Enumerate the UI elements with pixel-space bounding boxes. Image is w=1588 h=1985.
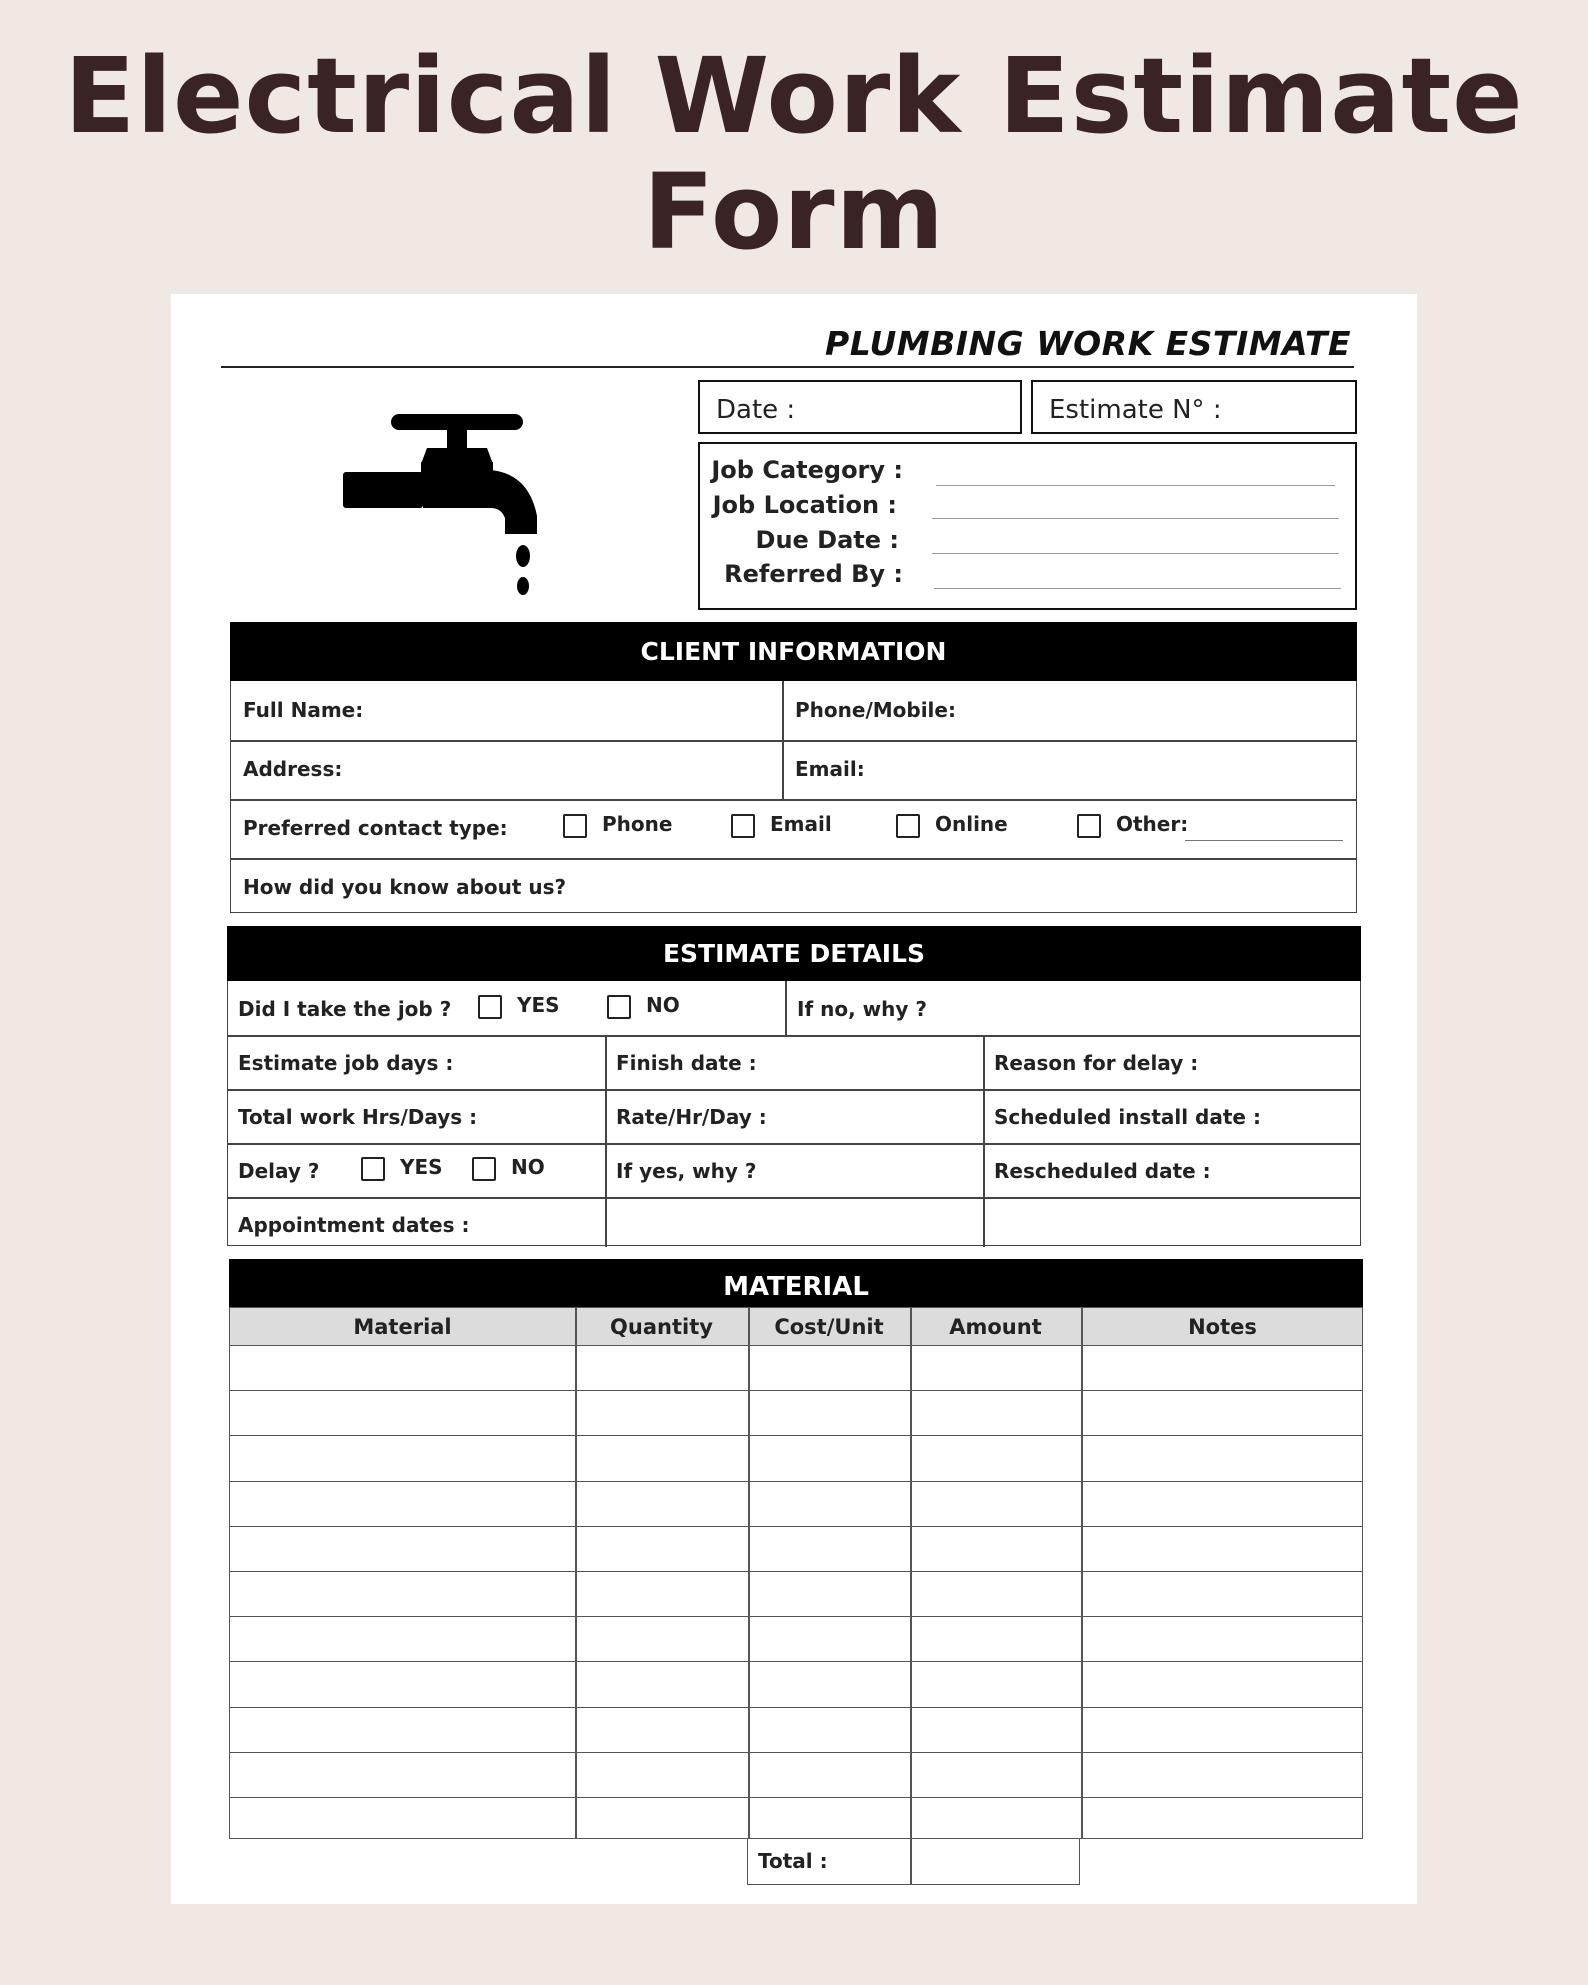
date-label: Date : bbox=[716, 395, 796, 425]
col-notes: Notes bbox=[1188, 1315, 1257, 1339]
material-row[interactable] bbox=[230, 1391, 1362, 1436]
if-no-why-label: If no, why ? bbox=[797, 997, 927, 1021]
material-row[interactable] bbox=[230, 1572, 1362, 1617]
total-label: Total : bbox=[758, 1849, 828, 1873]
contact-option-phone[interactable]: Phone bbox=[563, 812, 672, 838]
due-date-line[interactable] bbox=[932, 553, 1339, 554]
referred-by-label: Referred By : bbox=[724, 560, 903, 588]
job-location-line[interactable] bbox=[932, 518, 1339, 519]
delay-no-checkbox[interactable] bbox=[472, 1157, 496, 1181]
delay-yes-checkbox[interactable] bbox=[361, 1157, 385, 1181]
contact-option-other[interactable]: Other: bbox=[1077, 812, 1188, 838]
did-take-job-label: Did I take the job ? bbox=[238, 997, 452, 1021]
faucet-icon bbox=[341, 404, 581, 604]
date-field[interactable] bbox=[698, 380, 1022, 434]
if-yes-why-label: If yes, why ? bbox=[616, 1159, 757, 1183]
other-checkbox[interactable] bbox=[1077, 814, 1101, 838]
total-work-hrs-label: Total work Hrs/Days : bbox=[238, 1105, 478, 1129]
material-row[interactable] bbox=[230, 1482, 1362, 1527]
form-title: PLUMBING WORK ESTIMATE bbox=[825, 324, 1351, 363]
material-table bbox=[229, 1307, 1363, 1839]
due-date-label: Due Date : bbox=[755, 526, 899, 554]
take-job-yes[interactable]: YES bbox=[478, 993, 560, 1019]
phone-checkbox[interactable] bbox=[563, 814, 587, 838]
appointment-dates-label: Appointment dates : bbox=[238, 1213, 470, 1237]
take-job-no-checkbox[interactable] bbox=[607, 995, 631, 1019]
estimate-job-days-label: Estimate job days : bbox=[238, 1051, 454, 1075]
referred-by-line[interactable] bbox=[934, 588, 1341, 589]
reason-delay-label: Reason for delay : bbox=[994, 1051, 1199, 1075]
job-category-label: Job Category : bbox=[711, 456, 903, 484]
material-row[interactable] bbox=[230, 1753, 1362, 1798]
rate-label: Rate/Hr/Day : bbox=[616, 1105, 767, 1129]
delay-label: Delay ? bbox=[238, 1159, 320, 1183]
rescheduled-date-label: Rescheduled date : bbox=[994, 1159, 1211, 1183]
client-information-header: CLIENT INFORMATION bbox=[230, 622, 1357, 681]
other-line[interactable] bbox=[1185, 840, 1343, 841]
contact-option-email[interactable]: Email bbox=[731, 812, 832, 838]
material-table-header bbox=[230, 1308, 1362, 1346]
material-row[interactable] bbox=[230, 1617, 1362, 1662]
delay-no[interactable]: NO bbox=[472, 1155, 545, 1181]
client-information-section bbox=[230, 622, 1357, 913]
material-row[interactable] bbox=[230, 1708, 1362, 1753]
material-row[interactable] bbox=[230, 1798, 1362, 1843]
how-know-label: How did you know about us? bbox=[243, 875, 567, 899]
estimate-form-sheet bbox=[171, 294, 1417, 1904]
take-job-no[interactable]: NO bbox=[607, 993, 680, 1019]
email-checkbox[interactable] bbox=[731, 814, 755, 838]
col-quantity: Quantity bbox=[610, 1315, 713, 1339]
job-category-line[interactable] bbox=[936, 485, 1335, 486]
job-info-box bbox=[698, 442, 1357, 610]
material-row[interactable] bbox=[230, 1346, 1362, 1391]
delay-yes[interactable]: YES bbox=[361, 1155, 443, 1181]
contact-option-online[interactable]: Online bbox=[896, 812, 1008, 838]
job-location-label: Job Location : bbox=[712, 491, 897, 519]
scheduled-install-label: Scheduled install date : bbox=[994, 1105, 1261, 1129]
online-checkbox[interactable] bbox=[896, 814, 920, 838]
preferred-contact-label: Preferred contact type: bbox=[243, 816, 508, 840]
total-box bbox=[747, 1839, 1080, 1885]
full-name-label: Full Name: bbox=[243, 698, 364, 722]
take-job-yes-checkbox[interactable] bbox=[478, 995, 502, 1019]
banner-line-2: Form bbox=[643, 151, 945, 273]
estimate-details-section bbox=[227, 926, 1361, 1246]
material-row[interactable] bbox=[230, 1527, 1362, 1572]
estimate-details-header: ESTIMATE DETAILS bbox=[227, 926, 1361, 981]
material-row[interactable] bbox=[230, 1436, 1362, 1481]
col-material: Material bbox=[353, 1315, 452, 1339]
material-row[interactable] bbox=[230, 1662, 1362, 1707]
finish-date-label: Finish date : bbox=[616, 1051, 757, 1075]
material-header: MATERIAL bbox=[229, 1259, 1363, 1307]
address-label: Address: bbox=[243, 757, 343, 781]
col-cost-unit: Cost/Unit bbox=[774, 1315, 884, 1339]
email-label: Email: bbox=[795, 757, 865, 781]
phone-mobile-label: Phone/Mobile: bbox=[795, 698, 956, 722]
title-divider bbox=[221, 366, 1354, 368]
estimate-number-label: Estimate N° : bbox=[1049, 395, 1222, 425]
col-amount: Amount bbox=[949, 1315, 1042, 1339]
banner-title bbox=[0, 35, 1588, 273]
estimate-number-field[interactable] bbox=[1031, 380, 1357, 434]
banner-line-1: Electrical Work Estimate bbox=[64, 35, 1524, 157]
